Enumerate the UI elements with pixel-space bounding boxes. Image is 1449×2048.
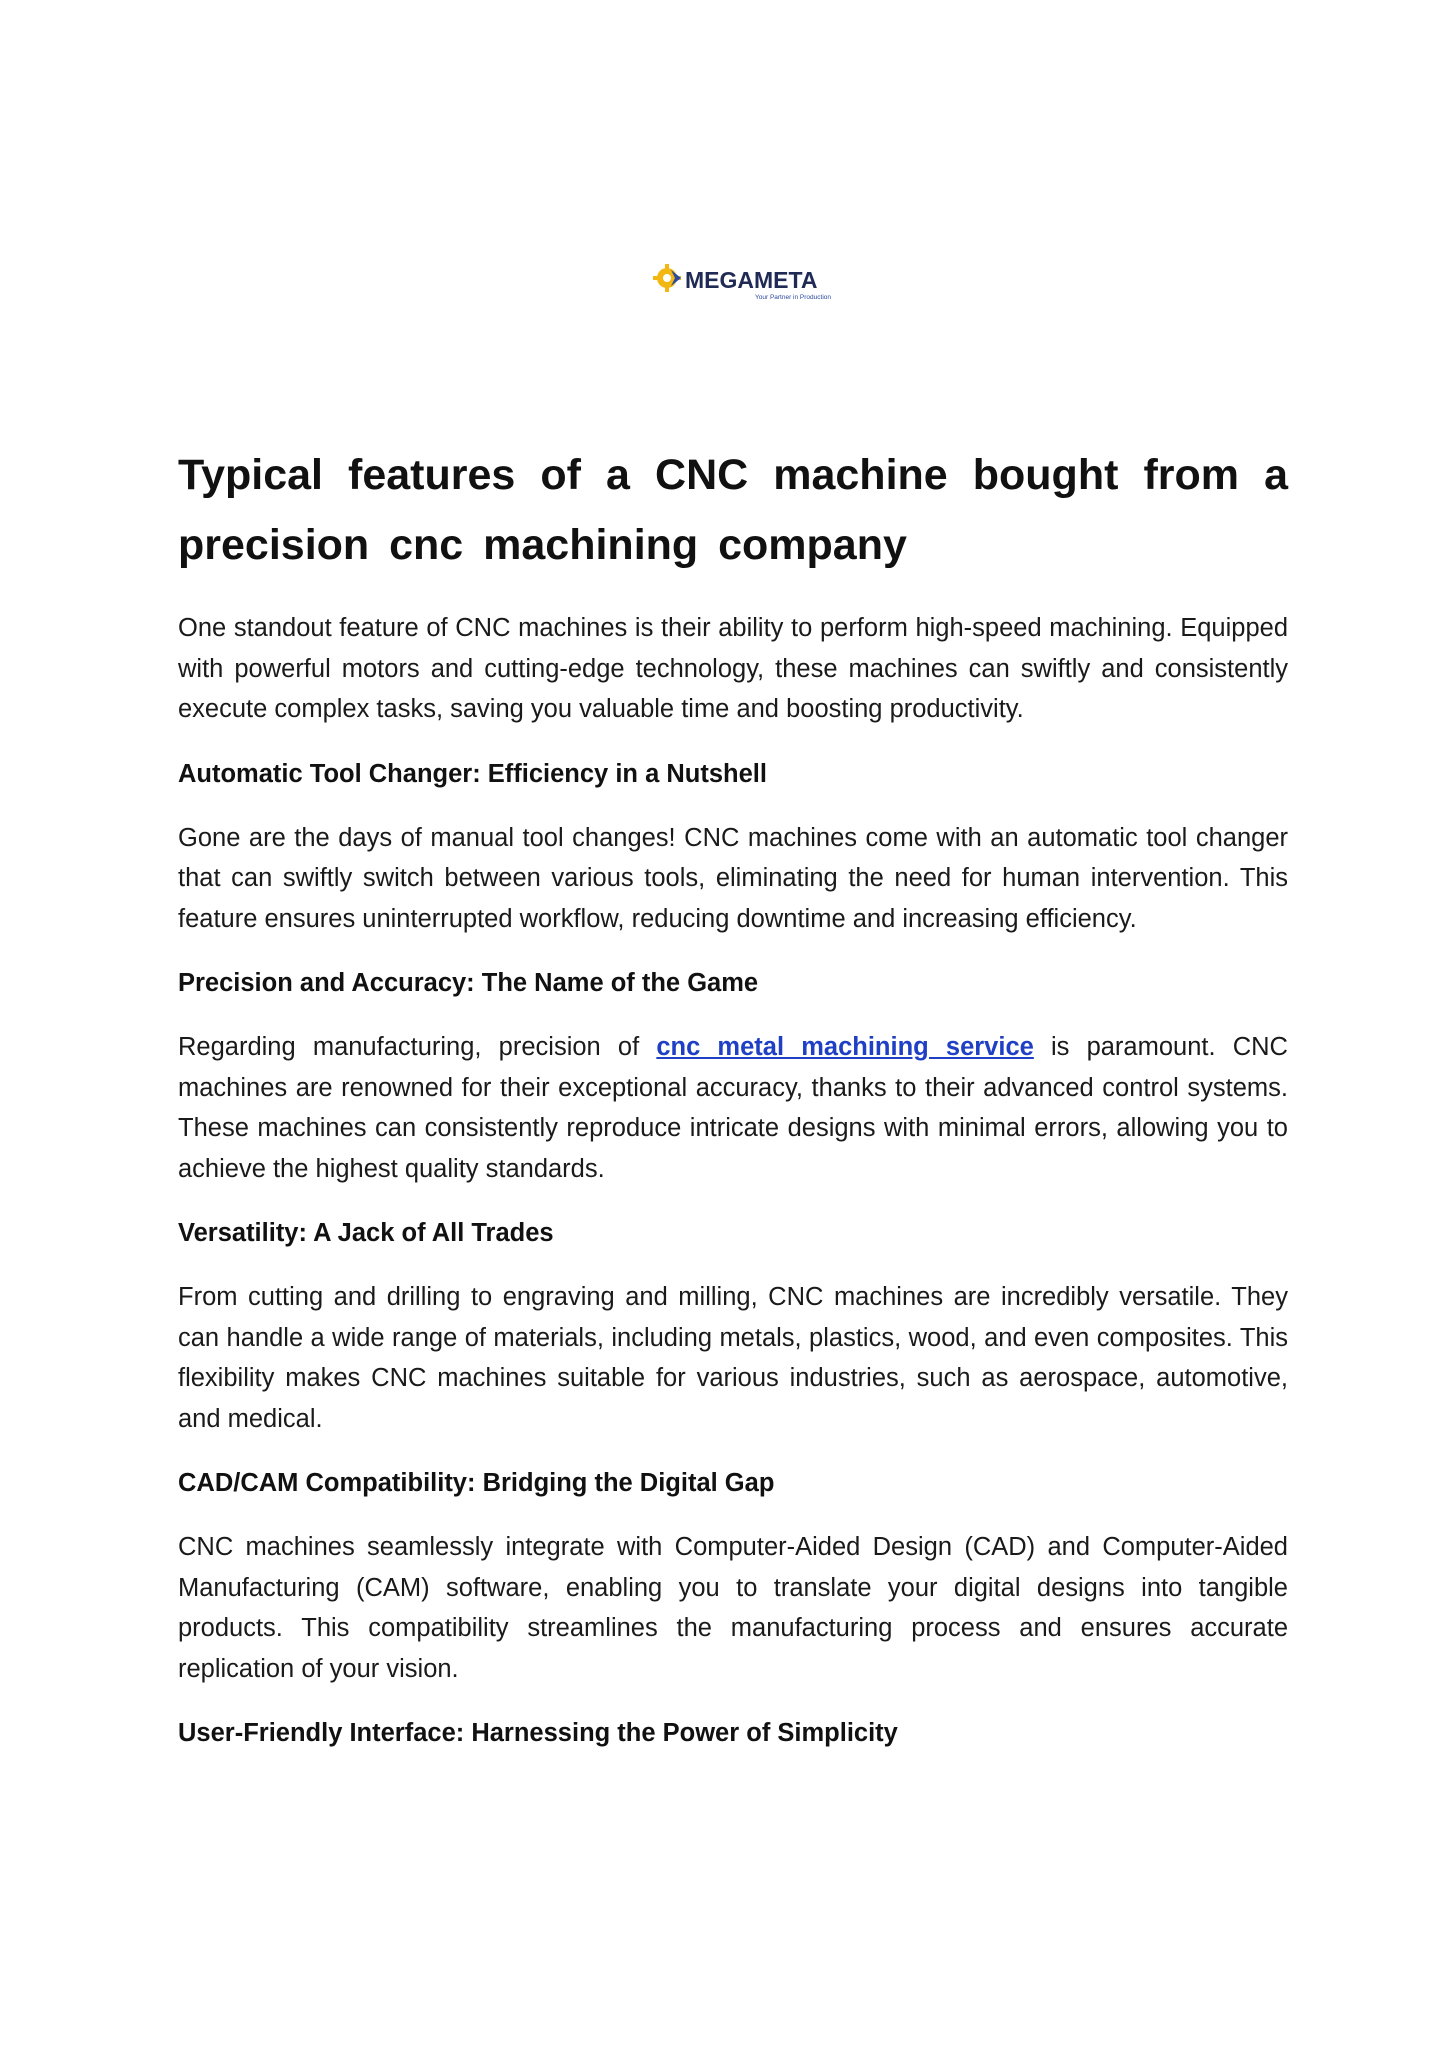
company-logo	[651, 262, 851, 304]
section-body-tool-changer: Gone are the days of manual tool changes! CNC machines come with an automatic tool changer that can swiftly switch between various tools, eliminating the need for human intervention. This feature ensures uninterrupted workflow, reducing downtime and increasing efficiency.	[178, 823, 1288, 933]
section-body-cad-cam: CNC machines seamlessly integrate with Computer-Aided Design (CAD) and Computer-Aided Manufacturing (CAM) software, enabling you to translate your digital designs into tangible products. This compatibility streamlines the manufacturing process and ensures accurate replication of your vision.	[178, 1533, 1288, 1683]
intro-paragraph: One standout feature of CNC machines is their ability to perform high-speed machining. Equipped with powerful motors and cutting-edge technology, these machines can swiftly and consistently execute complex tasks, saving you valuable time and boosting productivity.	[178, 614, 1288, 723]
gear-icon	[653, 264, 681, 292]
section-body-precision	[178, 1027, 1288, 1189]
precision-text-before: Regarding manufacturing, precision of	[178, 1033, 640, 1061]
precision-text-after: is paramount. CNC machines are renowned for their exceptional accuracy, thanks to their advanced control systems. These machines can consistently reproduce intricate designs with minimal errors, allowing you to achieve the highest quality standards.	[178, 1033, 1288, 1183]
section-heading-precision: Precision and Accuracy: The Name of the Game	[178, 969, 759, 997]
section-heading-tool-changer: Automatic Tool Changer: Efficiency in a Nutshell	[178, 759, 767, 788]
logo-tagline: Your Partner in Production	[755, 294, 832, 301]
section-heading-cad-cam: CAD/CAM Compatibility: Bridging the Digital Gap	[178, 1469, 775, 1497]
section-heading-versatility: Versatility: A Jack of All Trades	[178, 1219, 554, 1247]
document-body	[178, 440, 1288, 1777]
section-heading-user-interface: User-Friendly Interface: Harnessing the Power of Simplicity	[178, 1719, 898, 1747]
section-body-versatility: From cutting and drilling to engraving and milling, CNC machines are incredibly versatile. They can handle a wide range of materials, including metals, plastics, wood, and even composites. This flexibility makes CNC machines suitable for various industries, such as aerospace, automotive, and medical.	[178, 1283, 1288, 1433]
cnc-metal-machining-link[interactable]: cnc metal machining service	[656, 1033, 1034, 1061]
page-title: Typical features of a CNC machine bought from a precision cnc machining company	[178, 451, 1288, 569]
megameta-logo-graphic	[651, 262, 851, 304]
logo-wordmark: MEGAMETA	[685, 267, 818, 293]
